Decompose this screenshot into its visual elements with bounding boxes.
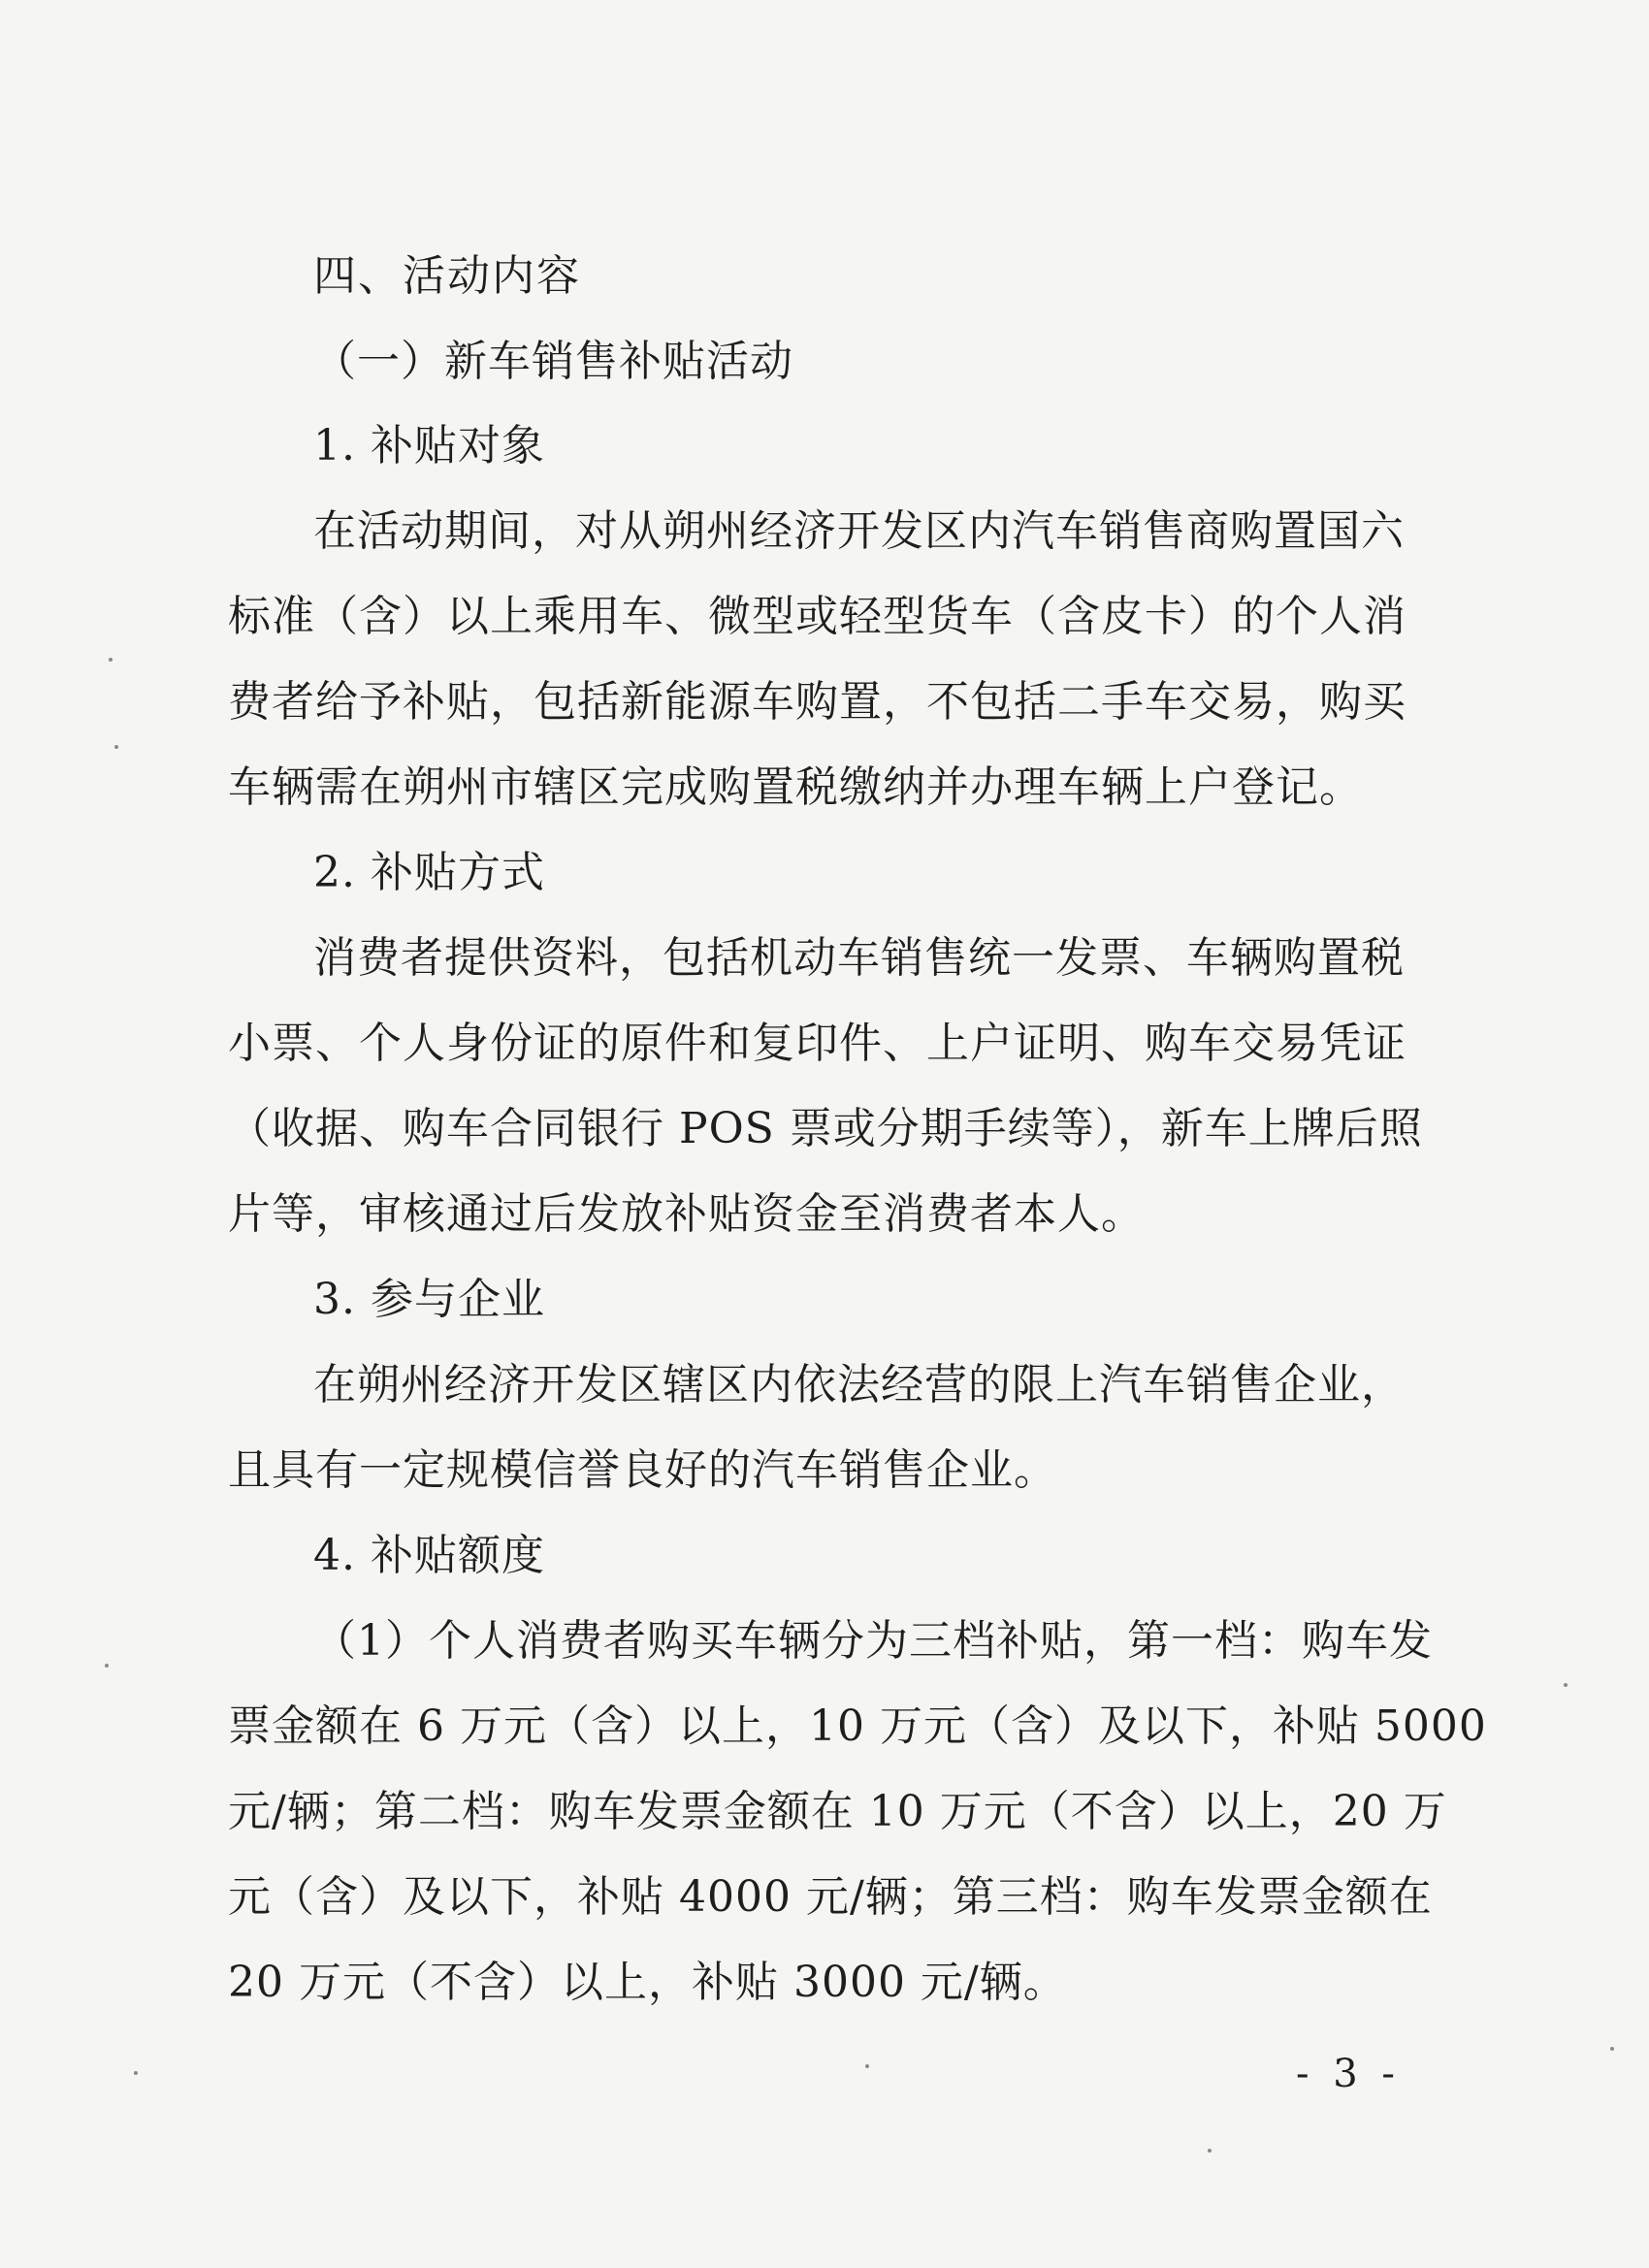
paragraph-line: 小票、个人身份证的原件和复印件、上户证明、购车交易凭证 (228, 1019, 1406, 1068)
scan-speck (105, 1664, 109, 1668)
subsection-title: （一）新车销售补贴活动 (313, 337, 793, 386)
paragraph-line: 在活动期间，对从朔州经济开发区内汽车销售商购置国六 (313, 506, 1405, 556)
paragraph-line: 车辆需在朔州市辖区完成购置税缴纳并办理车辆上户登记。 (228, 762, 1363, 812)
paragraph-line: 元（含）及以下，补贴 4000 元/辆；第三档：购车发票金额在 (228, 1872, 1433, 1922)
scan-speck (1564, 1683, 1568, 1687)
section-heading: 四、活动内容 (313, 251, 581, 301)
paragraph-line: 且具有一定规模信誉良好的汽车销售企业。 (228, 1445, 1057, 1495)
paragraph-line: 票金额在 6 万元（含）以上，10 万元（含）及以下，补贴 5000 (228, 1701, 1487, 1751)
scan-speck (134, 2071, 138, 2075)
item-title-subsidy-method: 2. 补贴方式 (313, 848, 545, 897)
paragraph-line: 片等，审核通过后发放补贴资金至消费者本人。 (228, 1189, 1145, 1239)
paragraph-line: 标准（含）以上乘用车、微型或轻型货车（含皮卡）的个人消 (228, 592, 1406, 641)
paragraph-line: （收据、购车合同银行 POS 票或分期手续等），新车上牌后照 (228, 1104, 1423, 1153)
paragraph-line: 20 万元（不含）以上，补贴 3000 元/辆。 (228, 1958, 1067, 2007)
item-title-participating-enterprises: 3. 参与企业 (313, 1275, 545, 1324)
scan-speck (109, 658, 113, 662)
paragraph-line: 费者给予补贴，包括新能源车购置，不包括二手车交易，购买 (228, 677, 1406, 727)
scan-speck (1208, 2149, 1212, 2153)
paragraph-line: 元/辆；第二档：购车发票金额在 10 万元（不含）以上，20 万 (228, 1787, 1447, 1836)
paragraph-line: （1）个人消费者购买车辆分为三档补贴，第一档：购车发 (313, 1616, 1433, 1666)
scan-speck (114, 745, 118, 749)
page-number: - 3 - (1296, 2052, 1401, 2096)
item-title-subsidy-amount: 4. 补贴额度 (313, 1531, 545, 1580)
scan-speck (865, 2064, 869, 2068)
paragraph-line: 消费者提供资料，包括机动车销售统一发票、车辆购置税 (313, 933, 1405, 983)
scan-speck (1610, 2047, 1614, 2051)
item-title-subsidy-target: 1. 补贴对象 (313, 421, 545, 470)
paragraph-line: 在朔州经济开发区辖区内依法经营的限上汽车销售企业， (313, 1360, 1405, 1409)
